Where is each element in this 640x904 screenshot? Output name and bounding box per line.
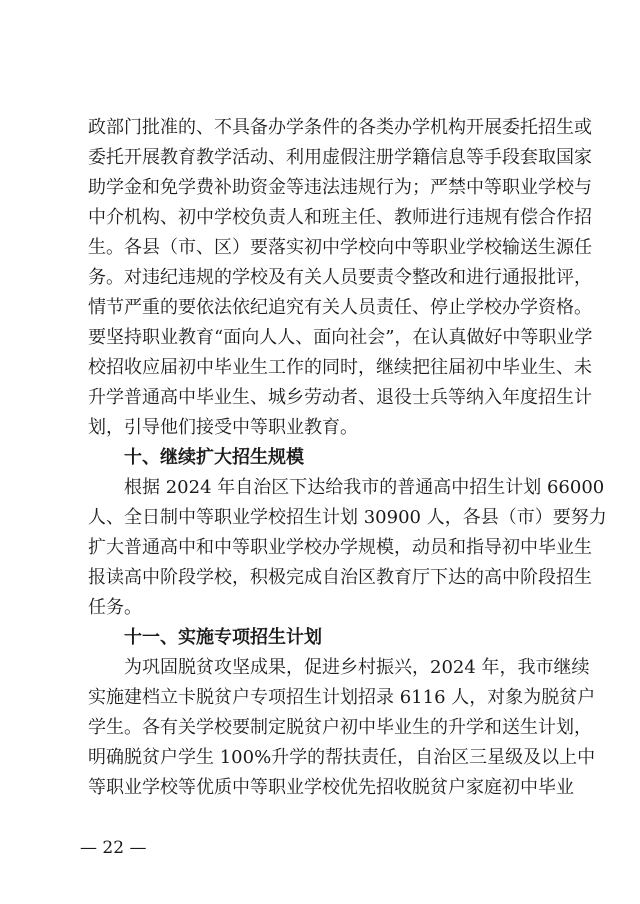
heading-text: 十、继续扩大招生规模: [124, 447, 304, 468]
text-line: 委托开展教育教学活动、利用虚假注册学籍信息等手段套取国家: [88, 147, 592, 168]
text-line: 实施建档立卡脱贫户专项招生计划招录 6116 人，对象为脱贫户: [88, 687, 596, 708]
text-line: 划，引导他们接受中等职业教育。: [88, 417, 358, 438]
text-line: 等职业学校等优质中等职业学校优先招收脱贫户家庭初中毕业: [88, 777, 574, 798]
heading-text: 十一、实施专项招生计划: [124, 627, 322, 648]
text-line: 中介机构、初中学校负责人和班主任、教师进行违规有偿合作招: [88, 207, 592, 228]
continued-paragraph: [88, 113, 593, 443]
text-line: 任务。: [88, 597, 142, 618]
text-line: 报读高中阶段学校，积极完成自治区教育厅下达的高中阶段招生: [88, 567, 592, 588]
text-line: 情节严重的要依法依纪追究有关人员责任、停止学校办学资格。: [88, 297, 592, 318]
text-line: 校招收应届初中毕业生工作的同时，继续把往届初中毕业生、未: [88, 357, 592, 378]
text-line: 为巩固脱贫攻坚成果，促进乡村振兴，2024 年，我市继续: [124, 657, 590, 678]
text-line: 要坚持职业教育“面向人人、面向社会”，在认真做好中等职业学: [88, 327, 593, 348]
text-line: 生。各县（市、区）要落实初中学校向中等职业学校输送生源任: [88, 237, 592, 258]
text-line: 升学普通高中毕业生、城乡劳动者、退役士兵等纳入年度招生计: [88, 387, 592, 408]
text-line: 人、全日制中等职业学校招生计划 30900 人，各县（市）要努力: [88, 507, 607, 528]
page-number: — 22 —: [80, 838, 147, 858]
text-line: 学生。各有关学校要制定脱贫户初中毕业生的升学和送生计划，: [88, 717, 592, 738]
text-line: 扩大普通高中和中等职业学校办学规模，动员和指导初中毕业生: [88, 537, 592, 558]
section-heading-11: [88, 623, 552, 653]
section-heading-10: [88, 443, 552, 473]
paragraph-section-10: [88, 473, 607, 623]
text-line: 政部门批准的、不具备办学条件的各类办学机构开展委托招生或: [88, 117, 592, 138]
text-line: 明确脱贫户学生 100%升学的帮扶责任，自治区三星级及以上中: [88, 747, 596, 768]
text-line: 助学金和免学费补助资金等违法违规行为；严禁中等职业学校与: [88, 177, 592, 198]
text-line: 务。对违纪违规的学校及有关人员要责令整改和进行通报批评，: [88, 267, 592, 288]
text-line: 根据 2024 年自治区下达给我市的普通高中招生计划 66000: [124, 477, 605, 498]
paragraph-section-11: [88, 653, 596, 803]
